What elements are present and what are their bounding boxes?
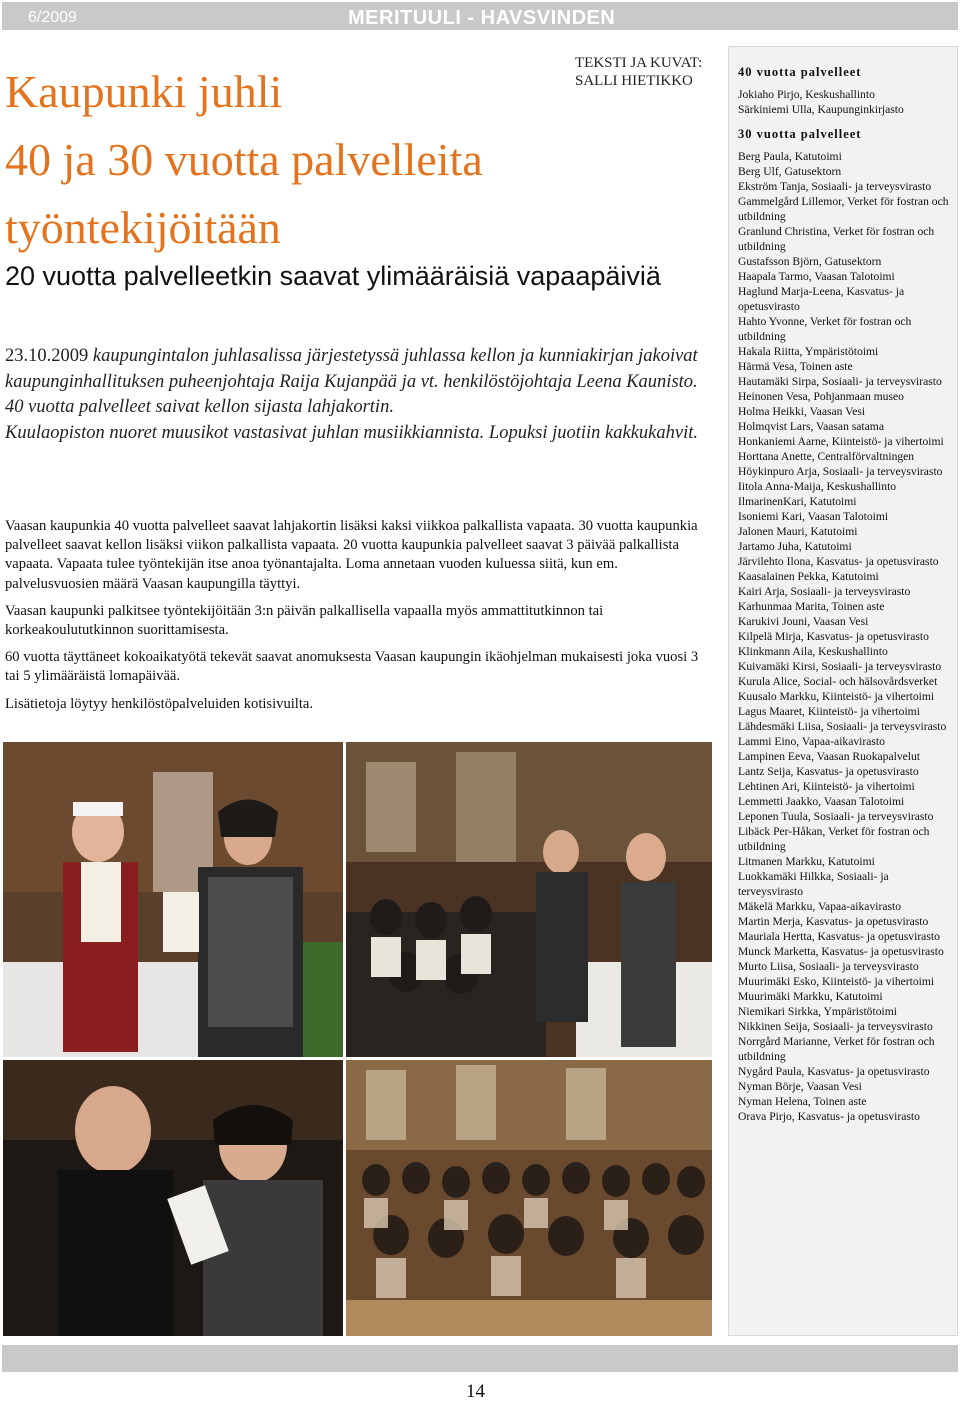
headline <box>5 58 595 262</box>
headline-line-2: 40 ja 30 vuotta palvelleita <box>5 134 483 185</box>
list-item: Kairi Arja, Sosiaali- ja terveysvirasto <box>738 585 911 598</box>
list-item: Haapala Tarmo, Vaasan Talotoimi <box>738 270 895 283</box>
page-number: 14 <box>466 1381 485 1402</box>
list-item: Lammi Eino, Vapaa-aikavirasto <box>738 735 885 748</box>
honoree-list-40 <box>738 87 951 117</box>
honoree-list-sidebar <box>728 46 958 1336</box>
list-item: Muurimäki Esko, Kiinteistö- ja vihertoimi <box>738 975 935 988</box>
list-item: Höykinpuro Arja, Sosiaali- ja terveysvirasto <box>738 465 943 478</box>
list-item: Iitola Anna-Maija, Keskushallinto <box>738 480 897 493</box>
list-item: Jartamo Juha, Katutoimi <box>738 540 852 553</box>
photo-ceremony-folk-costume <box>3 742 343 1057</box>
list-item: Nyman Helena, Toinen aste <box>738 1095 867 1108</box>
list-item: Kuivamäki Kirsi, Sosiaali- ja terveysvirasto <box>738 660 942 673</box>
body-paragraph: Lisätietoja löytyy henkilöstöpalveluiden kotisivuilta. <box>5 695 314 712</box>
list-item: Mauriala Hertta, Kasvatus- ja opetusvirasto <box>738 930 940 943</box>
list-item: Libäck Per-Håkan, Verket för fostran och utbildning <box>738 825 930 853</box>
list-item: Kurula Alice, Social- och hälsovårdsverket <box>738 675 938 688</box>
list-item: Horttana Anette, Centralförvaltningen <box>738 450 915 463</box>
list-item: Granlund Christina, Verket för fostran och utbildning <box>738 225 935 253</box>
list-item: Lehtinen Ari, Kiinteistö- ja vihertoimi <box>738 780 915 793</box>
list-item: Muurimäki Markku, Katutoimi <box>738 990 883 1003</box>
list-item: Lantz Seija, Kasvatus- ja opetusvirasto <box>738 765 919 778</box>
list-item: Gustafsson Björn, Gatusektorn <box>738 255 882 268</box>
lead-text: kaupungintalon juhlasalissa järjestetyssä juhlassa kellon ja kunniakirjan jakoivat kaupunginhallituksen puheenjohtaja Raija Kujanpää ja vt. henkilöstöjohtaja Leena Kaunisto. 40 vuotta palvelleet saivat kellon sijasta lahjakortin. <box>5 346 698 417</box>
list-item: Niemikari Sirkka, Ympäristötoimi <box>738 1005 897 1018</box>
list-item: Lagus Maaret, Kiinteistö- ja vihertoimi <box>738 705 920 718</box>
list-item: Nygård Paula, Kasvatus- ja opetusvirasto <box>738 1065 930 1078</box>
lead-paragraph <box>5 344 710 446</box>
list-item: Karhunmaa Marita, Toinen aste <box>738 600 885 613</box>
list-item: Honkaniemi Aarne, Kiinteistö- ja vihertoimi <box>738 435 944 448</box>
list-item: Berg Paula, Katutoimi <box>738 150 842 163</box>
footer-bar <box>2 1345 958 1372</box>
list-item: Lähdesmäki Liisa, Sosiaali- ja terveysvirasto <box>738 720 947 733</box>
list-item: Lemmetti Jaakko, Vaasan Talotoimi <box>738 795 905 808</box>
list-item: Heinonen Vesa, Pohjanmaan museo <box>738 390 904 403</box>
sidebar-heading-30: 30 vuotta palvelleet <box>738 127 862 141</box>
list-item: IlmarinenKari, Katutoimi <box>738 495 857 508</box>
list-item: Järvilehto Ilona, Kasvatus- ja opetusvirasto <box>738 555 939 568</box>
credit-line-1: TEKSTI JA KUVAT: <box>575 55 703 71</box>
list-item: Murto Liisa, Sosiaali- ja terveysvirasto <box>738 960 919 973</box>
list-item: Gammelgård Lillemor, Verket för fostran och utbildning <box>738 195 949 223</box>
list-item: Holmqvist Lars, Vaasan satama <box>738 420 884 433</box>
headline-line-1: Kaupunki juhli <box>5 66 283 117</box>
list-item: Klinkmann Aila, Keskushallinto <box>738 645 888 658</box>
sidebar-heading-40: 40 vuotta palvelleet <box>738 65 862 79</box>
list-item: Nyman Börje, Vaasan Vesi <box>738 1080 862 1093</box>
body-paragraph: Vaasan kaupunkia 40 vuotta palvelleet saavat lahjakortin lisäksi kaksi viikkoa palkallista vapaata. 30 vuotta kaupunkia palvelleet saavat kellon lisäksi viikon palkallista vapaata. 20 vuotta kaupunkia palvelleet saavat 3 päivää palkallista vapaata. Vapaata tulee työntekijän itse anoa työnantajalta. Loma annetaan vuoden kuluessa siitä, kun em. palvelusvuosien määrä Vaasan kaupungilla täyttyi. <box>5 518 698 592</box>
list-item: Jalonen Mauri, Katutoimi <box>738 525 858 538</box>
list-item: Leponen Tuula, Sosiaali- ja terveysvirasto <box>738 810 934 823</box>
credit-line-2: SALLI HIETIKKO <box>575 73 693 89</box>
list-item: Norrgård Marianne, Verket för fostran och utbildning <box>738 1035 935 1063</box>
list-item: Orava Pirjo, Kasvatus- ja opetusvirasto <box>738 1110 920 1123</box>
list-item: Berg Ulf, Gatusektorn <box>738 165 842 178</box>
list-item: Särkiniemi Ulla, Kaupunginkirjasto <box>738 103 904 116</box>
lead-date: 23.10.2009 <box>5 346 89 366</box>
list-item: Isoniemi Kari, Vaasan Talotoimi <box>738 510 889 523</box>
list-item: Hakala Riitta, Ympäristötoimi <box>738 345 879 358</box>
list-item: Munck Marketta, Kasvatus- ja opetusvirasto <box>738 945 944 958</box>
list-item: Kilpelä Mirja, Kasvatus- ja opetusvirasto <box>738 630 929 643</box>
honoree-list-30 <box>738 149 951 1124</box>
list-item: Luokkamäki Hilkka, Sosiaali- ja terveysvirasto <box>738 870 889 898</box>
list-item: Kaasalainen Pekka, Katutoimi <box>738 570 879 583</box>
headline-line-3: työntekijöitään <box>5 202 281 253</box>
body-paragraph: 60 vuotta täyttäneet kokoaikatyötä tekevät saavat anomuksesta Vaasan kaupungin ikäohjelman mukaisesti joka vuosi 3 tai 5 ylimääräistä lomapäivää. <box>5 649 699 685</box>
body-paragraph: Vaasan kaupunki palkitsee työntekijöitään 3:n päivän palkallisella vapaalla myös ammattitutkinnon tai korkeakoulututkinnon suorittamisesta. <box>5 602 604 639</box>
list-item: Lampinen Eeva, Vaasan Ruokapalvelut <box>738 750 921 763</box>
lead-text-2: Kuulaopiston nuoret muusikot vastasivat juhlan musiikkiannista. Lopuksi juotiin kakkukahvit. <box>5 422 699 443</box>
list-item: Mäkelä Markku, Vapaa-aikavirasto <box>738 900 902 913</box>
list-item: Holma Heikki, Vaasan Vesi <box>738 405 866 418</box>
list-item: Haglund Marja-Leena, Kasvatus- ja opetusvirasto <box>738 285 905 313</box>
magazine-title: MERITUULI - HAVSVINDEN <box>348 7 616 29</box>
photo-large-audience <box>346 1060 712 1336</box>
list-item: Ekström Tanja, Sosiaali- ja terveysvirasto <box>738 180 932 193</box>
list-item: Litmanen Markku, Katutoimi <box>738 855 875 868</box>
photo-credit <box>575 54 715 90</box>
issue-number: 6/2009 <box>28 9 77 26</box>
list-item: Hahto Yvonne, Verket för fostran och utbildning <box>738 315 912 343</box>
list-item: Karukivi Jouni, Vaasan Vesi <box>738 615 869 628</box>
photo-speakers <box>3 1060 343 1336</box>
list-item: Jokiaho Pirjo, Keskushallinto <box>738 88 875 101</box>
list-item: Kuusalo Markku, Kiinteistö- ja vihertoimi <box>738 690 935 703</box>
subheadline: 20 vuotta palvelleetkin saavat ylimääräisiä vapaapäiviä <box>5 261 661 291</box>
list-item: Nikkinen Seija, Sosiaali- ja terveysvirasto <box>738 1020 933 1033</box>
list-item: Hautamäki Sirpa, Sosiaali- ja terveysvirasto <box>738 375 942 388</box>
header-bar <box>2 2 958 30</box>
article-body <box>5 517 713 722</box>
list-item: Härmä Vesa, Toinen aste <box>738 360 853 373</box>
photo-audience-ceremony <box>346 742 712 1057</box>
list-item: Martin Merja, Kasvatus- ja opetusvirasto <box>738 915 929 928</box>
